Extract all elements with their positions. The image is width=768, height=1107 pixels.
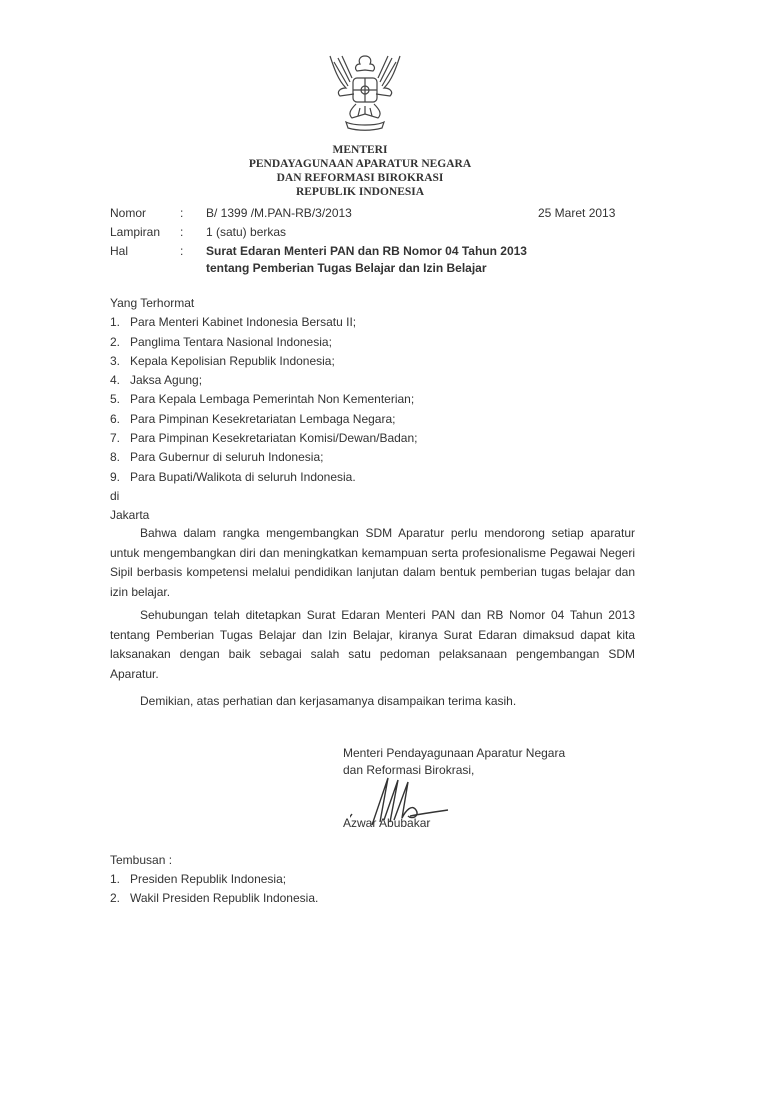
list-number: 4.: [110, 373, 121, 388]
list-number: 6.: [110, 411, 121, 426]
list-number: 9.: [110, 469, 121, 484]
tembusan-label: Tembusan :: [110, 853, 173, 867]
list-item: [110, 371, 510, 390]
addressee-block: [110, 294, 510, 526]
list-number: 1.: [110, 315, 121, 330]
list-text: Wakil Presiden Republik Indonesia.: [130, 891, 319, 905]
list-item: [110, 352, 510, 371]
list-text: Para Pimpinan Kesekretariatan Lembaga Negara;: [130, 411, 396, 426]
list-text: Panglima Tentara Nasional Indonesia;: [130, 334, 332, 349]
list-number: 1.: [110, 872, 121, 886]
header-line-4: REPUBLIK INDONESIA: [295, 186, 425, 198]
body-paragraph-2: Sehubungan telah ditetapkan Surat Edaran Menteri PAN dan RB Nomor 04 Tahun 2013 tentang Pemberian Tugas Belajar dan Izin Belajar, kiranya Surat Edaran dimaksud dapat kita laksanakan dengan baik sebagai salah satu pedoman pelaksanaan pengembangan SDM Aparatur.: [110, 608, 635, 681]
list-item: [110, 333, 510, 352]
addressee-list: [110, 313, 510, 487]
nomor-label: Nomor: [110, 206, 147, 220]
list-item: [110, 410, 510, 429]
list-number: 7.: [110, 431, 121, 446]
list-text: Para Gubernur di seluruh Indonesia;: [130, 450, 324, 465]
list-number: 2.: [110, 891, 121, 905]
list-item: [110, 429, 510, 448]
header-line-1: MENTERI: [332, 144, 388, 156]
list-item: [110, 889, 318, 908]
hal-line-2: tentang Pemberian Tugas Belajar dan Izin Belajar: [206, 261, 487, 275]
body-paragraph-1: Bahwa dalam rangka mengembangkan SDM Aparatur perlu mendorong setiap aparatur untuk mengembangkan diri dan meningkatkan kemampuan serta profesionalisme Pegawai Negeri Sipil berbasis kompetensi melalui pendidikan lanjutan dalam bentuk pemberian tugas belajar dan izin belajar.: [110, 526, 635, 599]
list-item: [110, 313, 510, 332]
list-number: 5.: [110, 392, 121, 407]
header-line-2: PENDAYAGUNAAN APARATUR NEGARA: [248, 158, 472, 170]
signature-title-2: dan Reformasi Birokrasi,: [343, 763, 475, 777]
header-line-3: DAN REFORMASI BIROKRASI: [276, 172, 444, 184]
hal-line-1: Surat Edaran Menteri PAN dan RB Nomor 04 Tahun 2013: [206, 244, 527, 258]
list-number: 2.: [110, 334, 121, 349]
list-text: Presiden Republik Indonesia;: [130, 872, 287, 886]
list-item: [110, 870, 318, 889]
list-text: Para Kepala Lembaga Pemerintah Non Kementerian;: [130, 392, 415, 407]
lampiran-colon: :: [180, 225, 184, 239]
list-text: Para Pimpinan Kesekretariatan Komisi/Dewan/Badan;: [130, 431, 418, 446]
list-text: Para Bupati/Walikota di seluruh Indonesia.: [130, 469, 356, 484]
nomor-colon: :: [180, 206, 184, 220]
body-paragraph-3: Demikian, atas perhatian dan kerjasamanya disampaikan terima kasih.: [140, 694, 517, 708]
signatory-name: Azwar Abubakar: [343, 816, 431, 830]
list-text: Jaksa Agung;: [130, 373, 203, 388]
nomor-value: B/ 1399 /M.PAN-RB/3/2013: [206, 206, 352, 220]
city-text: Jakarta: [110, 508, 150, 523]
hal-label: Hal: [110, 244, 129, 258]
lampiran-value: 1 (satu) berkas: [206, 225, 287, 239]
list-text: Para Menteri Kabinet Indonesia Bersatu II;: [130, 315, 357, 330]
list-item: [110, 468, 510, 487]
list-number: 3.: [110, 353, 121, 368]
list-text: Kepala Kepolisian Republik Indonesia;: [130, 353, 335, 368]
di-text: di: [110, 488, 120, 503]
tembusan-block: [110, 851, 318, 908]
list-item: [110, 448, 510, 467]
signature-title-1: Menteri Pendayagunaan Aparatur Negara: [343, 746, 566, 760]
greeting: Yang Terhormat: [110, 296, 195, 310]
list-item: [110, 390, 510, 409]
garuda-emblem-icon: [320, 48, 410, 140]
hal-colon: :: [180, 244, 184, 258]
letter-date: 25 Maret 2013: [538, 206, 616, 220]
list-number: 8.: [110, 450, 121, 465]
institution-header: [230, 143, 490, 199]
lampiran-label: Lampiran: [110, 225, 161, 239]
